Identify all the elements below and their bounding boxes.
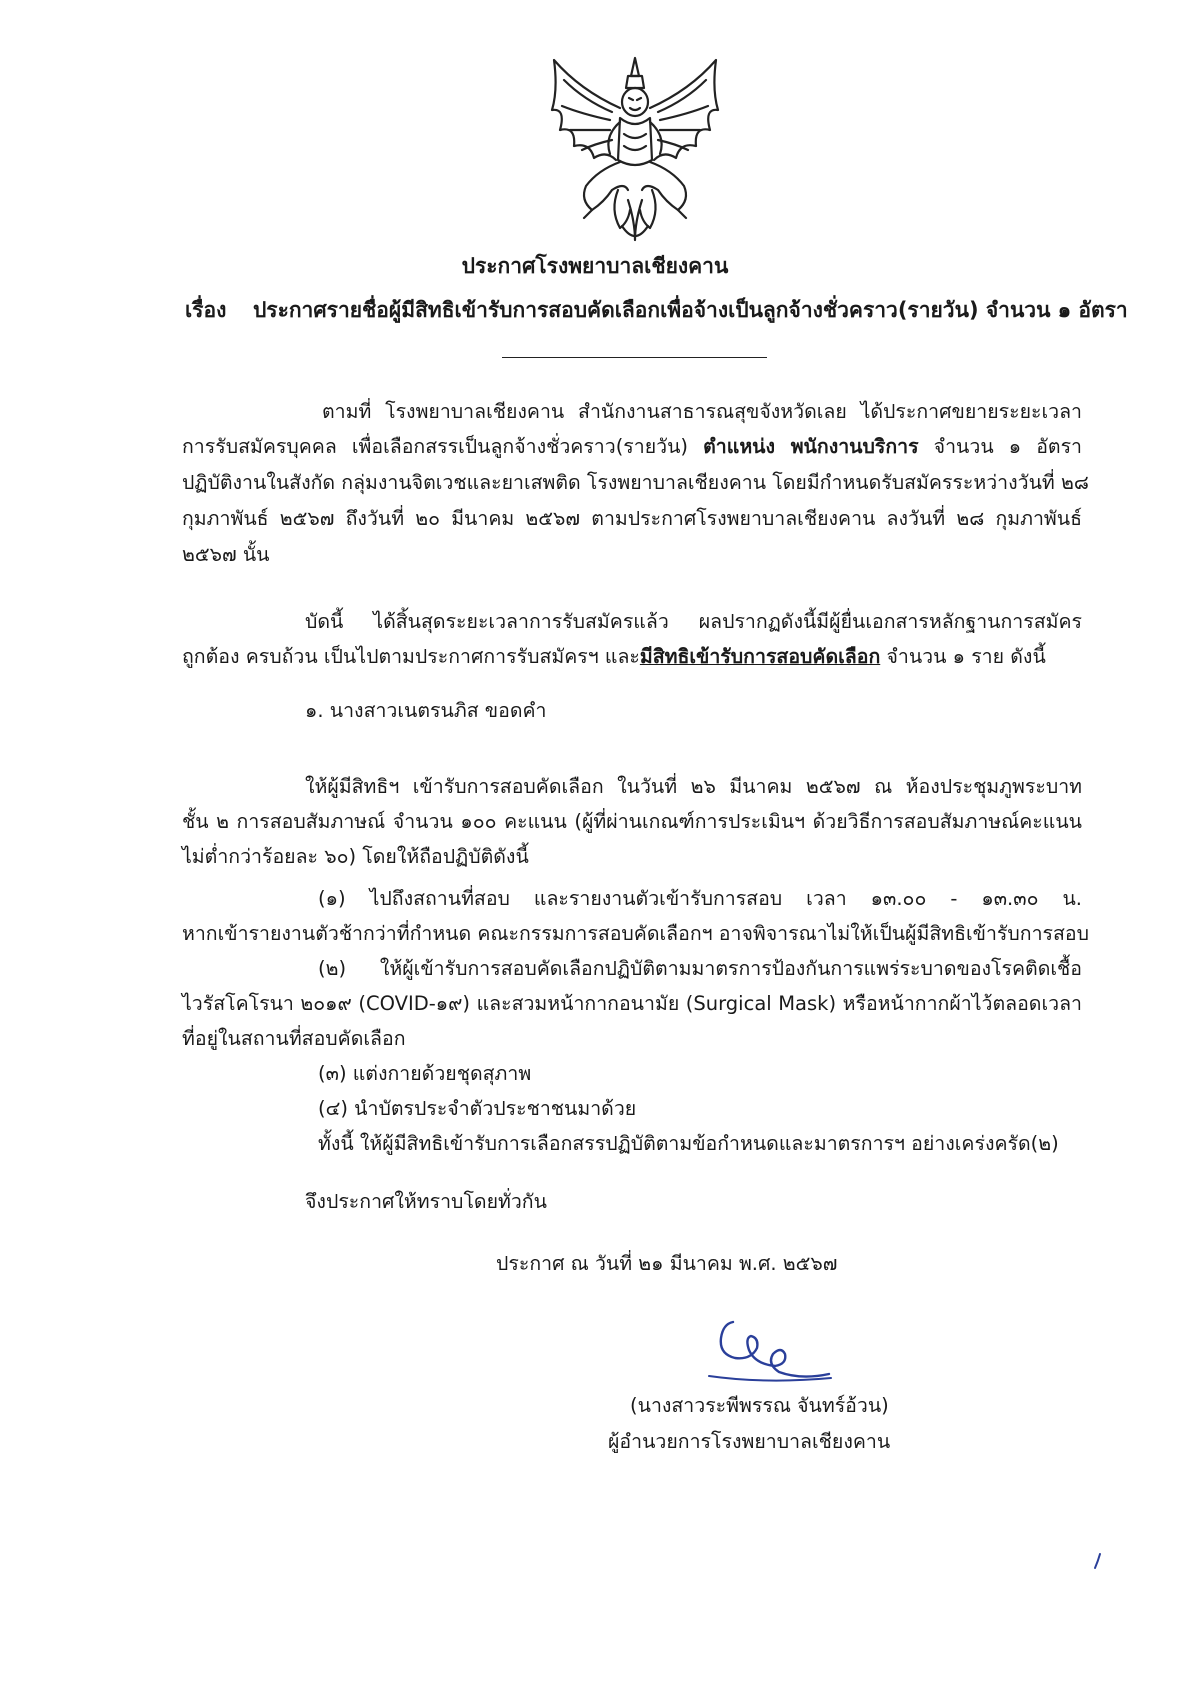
eligible-label: มีสิทธิเข้ารับการสอบคัดเลือก	[639, 645, 881, 668]
announcement-subject	[185, 296, 1128, 324]
para3-line-2: ชั้น ๒ การสอบสัมภาษณ์ จำนวน ๑๐๐ คะแนน (ผู้ที่ผ่านเกณฑ์การประเมินฯ ด้วยวิธีการสอบสัมภาษณ์คะแนน	[182, 810, 1082, 833]
para1-line-1: ตามที่ โรงพยาบาลเชียงคาน สำนักงานสาธารณสุขจังหวัดเลย ได้ประกาศขยายระยะเวลา	[322, 400, 1082, 423]
para1-line-5: ๒๕๖๗ นั้น	[182, 543, 270, 566]
para2-line-2-a: ถูกต้อง ครบถ้วน เป็นไปตามประกาศการรับสมัครฯ และ	[182, 645, 640, 668]
rule-1-line-2: หากเข้ารายงานตัวช้ากว่าที่กำหนด คณะกรรมการสอบคัดเลือกฯ อาจพิจารณาไม่ให้เป็นผู้มีสิทธิเข้ารับการสอบ	[182, 922, 1089, 945]
para1-line-2-a: การรับสมัครบุคคล เพื่อเลือกสรรเป็นลูกจ้างชั่วคราว(รายวัน)	[182, 435, 689, 458]
header-divider	[502, 357, 767, 358]
rule-2-line-2: ไวรัสโคโรนา ๒๐๑๙ (COVID-๑๙) และสวมหน้ากากอนามัย (Surgical Mask) หรือหน้ากากผ้าไว้ตลอดเวลา	[182, 992, 1082, 1015]
rule-2-line-1: (๒) ให้ผู้เข้ารับการสอบคัดเลือกปฏิบัติตามมาตรการป้องกันการแพร่ระบาดของโรคติดเชื้อ	[318, 957, 1082, 980]
candidate-list-item: ๑. นางสาวเนตรนภิส ขอดคำ	[305, 699, 547, 722]
para3-line-1: ให้ผู้มีสิทธิฯ เข้ารับการสอบคัดเลือก ในวันที่ ๒๖ มีนาคม ๒๕๖๗ ณ ห้องประชุมภูพระบาท	[305, 775, 1082, 798]
announcement-notice: จึงประกาศให้ทราบโดยทั่วกัน	[305, 1190, 547, 1213]
rule-4: (๔) นำบัตรประจำตัวประชาชนมาด้วย	[318, 1097, 637, 1120]
position-name: ตำแหน่ง พนักงานบริการ	[703, 435, 919, 458]
para2-line-2-c: จำนวน ๑ ราย ดังนี้	[886, 645, 1046, 668]
para1-line-2-c: จำนวน ๑ อัตรา	[933, 435, 1083, 458]
closing-statement: ทั้งนี้ ให้ผู้มีสิทธิเข้ารับการเลือกสรรปฏิบัติตามข้อกำหนดและมาตรการฯ อย่างเคร่งครัด(๒)	[318, 1132, 1059, 1155]
rule-2-line-3: ที่อยู่ในสถานที่สอบคัดเลือก	[182, 1027, 406, 1050]
rule-1-line-1: (๑) ไปถึงสถานที่สอบ และรายงานตัวเข้ารับการสอบ เวลา ๑๓.๐๐ - ๑๓.๓๐ น.	[318, 887, 1082, 910]
garuda-emblem-icon	[540, 50, 730, 250]
signatory-name: (นางสาวระพีพรรณ จันทร์อ้วน)	[630, 1394, 889, 1417]
signatory-position: ผู้อำนวยการโรงพยาบาลเชียงคาน	[608, 1430, 891, 1453]
para2-line-2	[182, 643, 1046, 671]
para1-line-4: กุมภาพันธ์ ๒๕๖๗ ถึงวันที่ ๒๐ มีนาคม ๒๕๖๗ ตามประกาศโรงพยาบาลเชียงคาน ลงวันที่ ๒๘ กุมภาพันธ์	[182, 507, 1082, 530]
subject-text: ประกาศรายชื่อผู้มีสิทธิเข้ารับการสอบคัดเลือกเพื่อจ้างเป็นลูกจ้างชั่วคราว(รายวัน) จำนวน ๑ อัตรา	[252, 298, 1128, 322]
para2-line-1: บัดนี้ ได้สิ้นสุดระยะเวลาการรับสมัครแล้ว ผลปรากฏดังนี้มีผู้ยื่นเอกสารหลักฐานการสมัคร	[305, 610, 1082, 633]
para1-line-2	[182, 433, 1082, 461]
rule-3: (๓) แต่งกายด้วยชุดสุภาพ	[318, 1062, 532, 1085]
para3-line-3: ไม่ต่ำกว่าร้อยละ ๖๐) โดยให้ถือปฏิบัติดังนี้	[182, 845, 529, 868]
signature-mark	[705, 1314, 835, 1389]
announcement-date: ประกาศ ณ วันที่ ๒๑ มีนาคม พ.ศ. ๒๕๖๗	[496, 1252, 838, 1275]
subject-prefix: เรื่อง	[185, 298, 227, 322]
para1-line-3: ปฏิบัติงานในสังกัด กลุ่มงานจิตเวชและยาเสพติด โรงพยาบาลเชียงคาน โดยมีกำหนดรับสมัครระหว่างวันที่ ๒๘	[182, 471, 1089, 494]
stray-pen-mark	[1092, 1552, 1104, 1570]
announcement-title: ประกาศโรงพยาบาลเชียงคาน	[461, 254, 729, 278]
